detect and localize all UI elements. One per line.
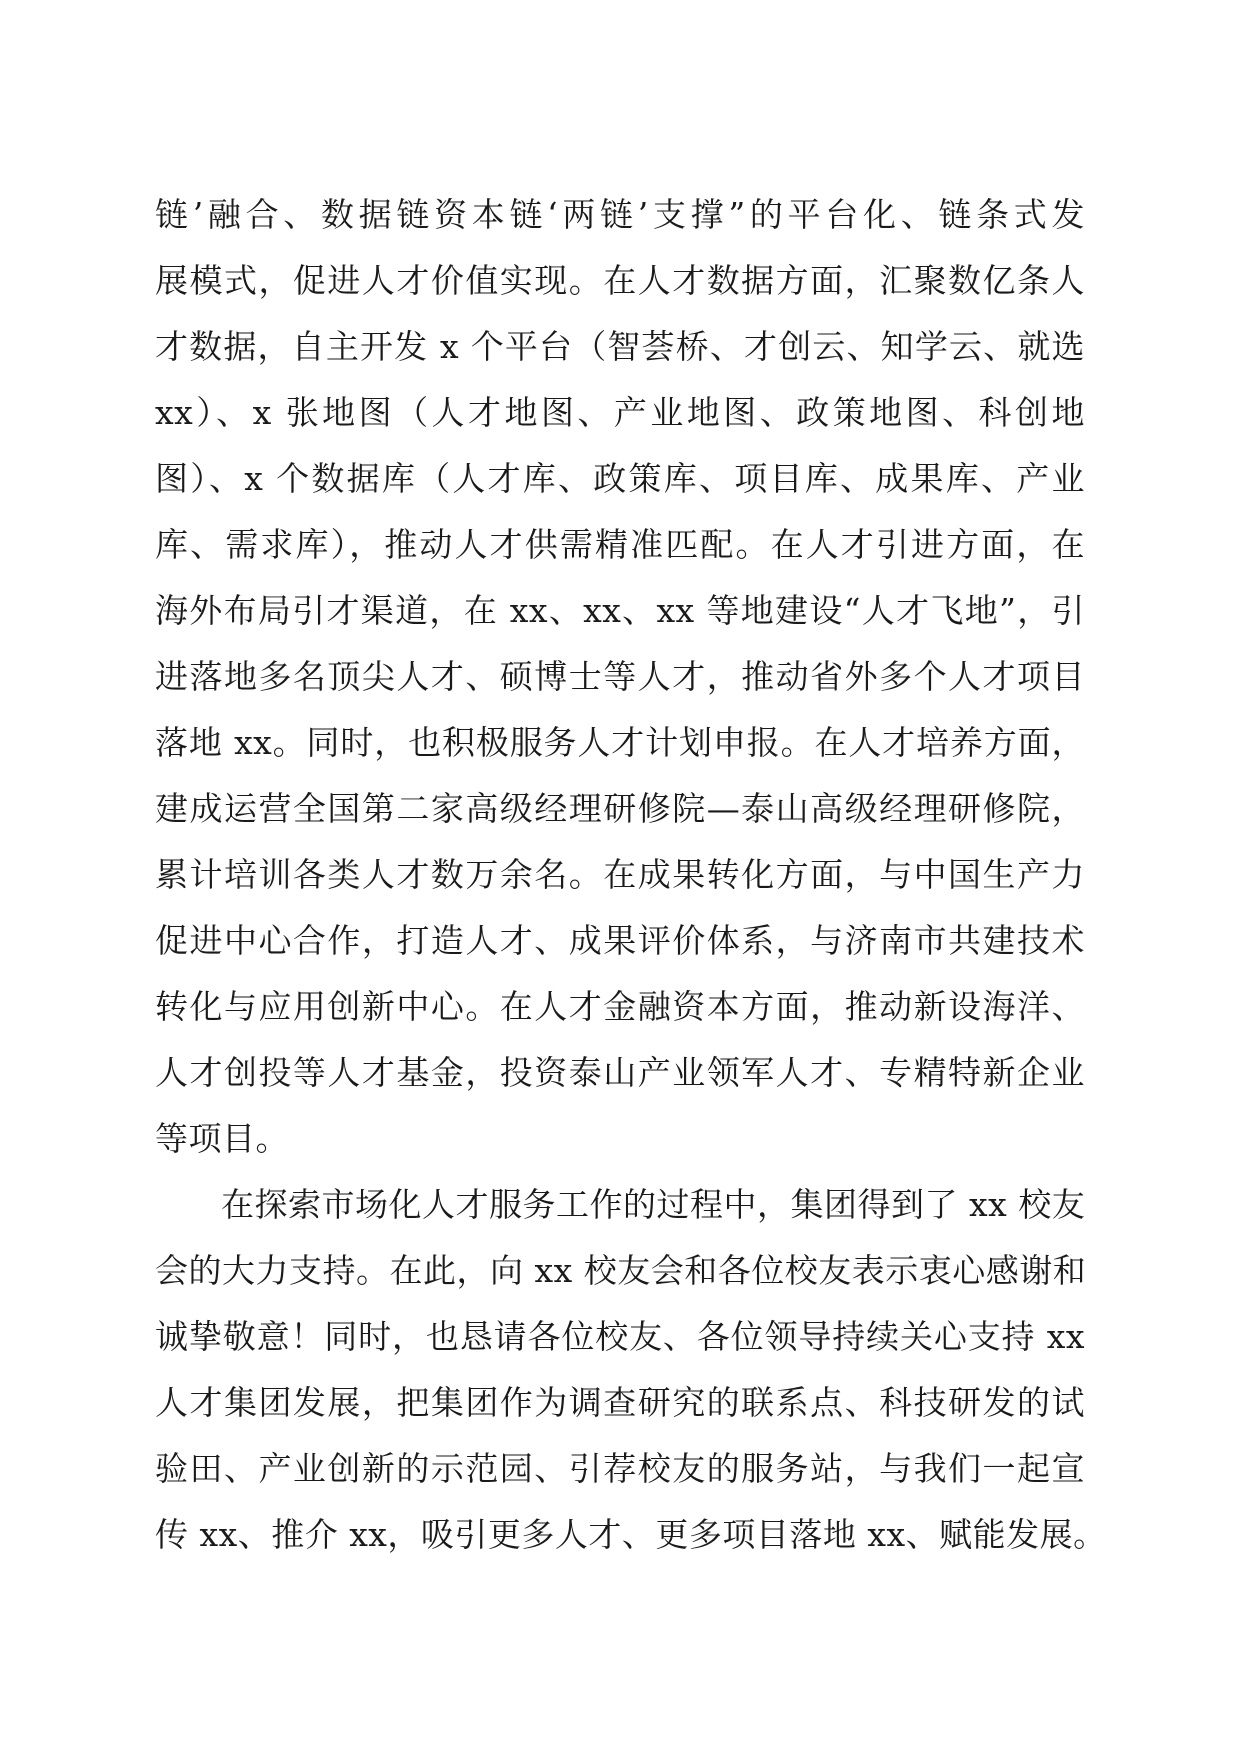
- paragraph-2: [155, 1172, 1107, 1568]
- paragraph-1: [155, 182, 1085, 1172]
- document-body: [155, 182, 1107, 1568]
- paragraph-line: 在探索市场化人才服务工作的过程中，集团得到了 xx 校友: [221, 1185, 1086, 1224]
- paragraph-line: 人才集团发展，把集团作为调查研究的联系点、科技研发的试: [155, 1383, 1085, 1422]
- paragraph-line: 转化与应用创新中心。在人才金融资本方面，推动新设海洋、: [155, 987, 1085, 1026]
- paragraph-line: 建成运营全国第二家高级经理研修院—泰山高级经理研修院，: [155, 789, 1085, 828]
- paragraph-line: 展模式，促进人才价值实现。在人才数据方面，汇聚数亿条人: [155, 261, 1085, 300]
- paragraph-line: 传 xx、推介 xx，吸引更多人才、更多项目落地 xx、赋能发展。: [155, 1515, 1107, 1554]
- paragraph-line: 进落地多名顶尖人才、硕博士等人才，推动省外多个人才项目: [155, 657, 1085, 696]
- paragraph-line: 才数据，自主开发 x 个平台（智荟桥、才创云、知学云、就选: [155, 327, 1085, 366]
- paragraph-line: 链’融合、数据链资本链‘两链’支撑”的平台化、链条式发: [155, 195, 1085, 234]
- paragraph-line: 人才创投等人才基金，投资泰山产业领军人才、专精特新企业: [155, 1053, 1085, 1092]
- paragraph-line: 海外布局引才渠道，在 xx、xx、xx 等地建设“人才飞地”，引: [155, 591, 1085, 630]
- paragraph-line: 等项目。: [155, 1119, 289, 1158]
- paragraph-line: 会的大力支持。在此，向 xx 校友会和各位校友表示衷心感谢和: [155, 1251, 1087, 1290]
- paragraph-line: 落地 xx。同时，也积极服务人才计划申报。在人才培养方面，: [155, 723, 1085, 762]
- paragraph-line: 库、需求库），推动人才供需精准匹配。在人才引进方面，在: [155, 525, 1085, 564]
- paragraph-line: 图）、x 个数据库（人才库、政策库、项目库、成果库、产业: [155, 459, 1085, 498]
- paragraph-line: 促进中心合作，打造人才、成果评价体系，与济南市共建技术: [155, 921, 1085, 960]
- paragraph-line: 验田、产业创新的示范园、引荐校友的服务站，与我们一起宣: [155, 1449, 1085, 1488]
- paragraph-line: 诚挚敬意！同时，也恳请各位校友、各位领导持续关心支持 xx: [155, 1317, 1085, 1356]
- paragraph-line: 累计培训各类人才数万余名。在成果转化方面，与中国生产力: [155, 855, 1085, 894]
- paragraph-line: xx）、x 张地图（人才地图、产业地图、政策地图、科创地: [155, 393, 1085, 432]
